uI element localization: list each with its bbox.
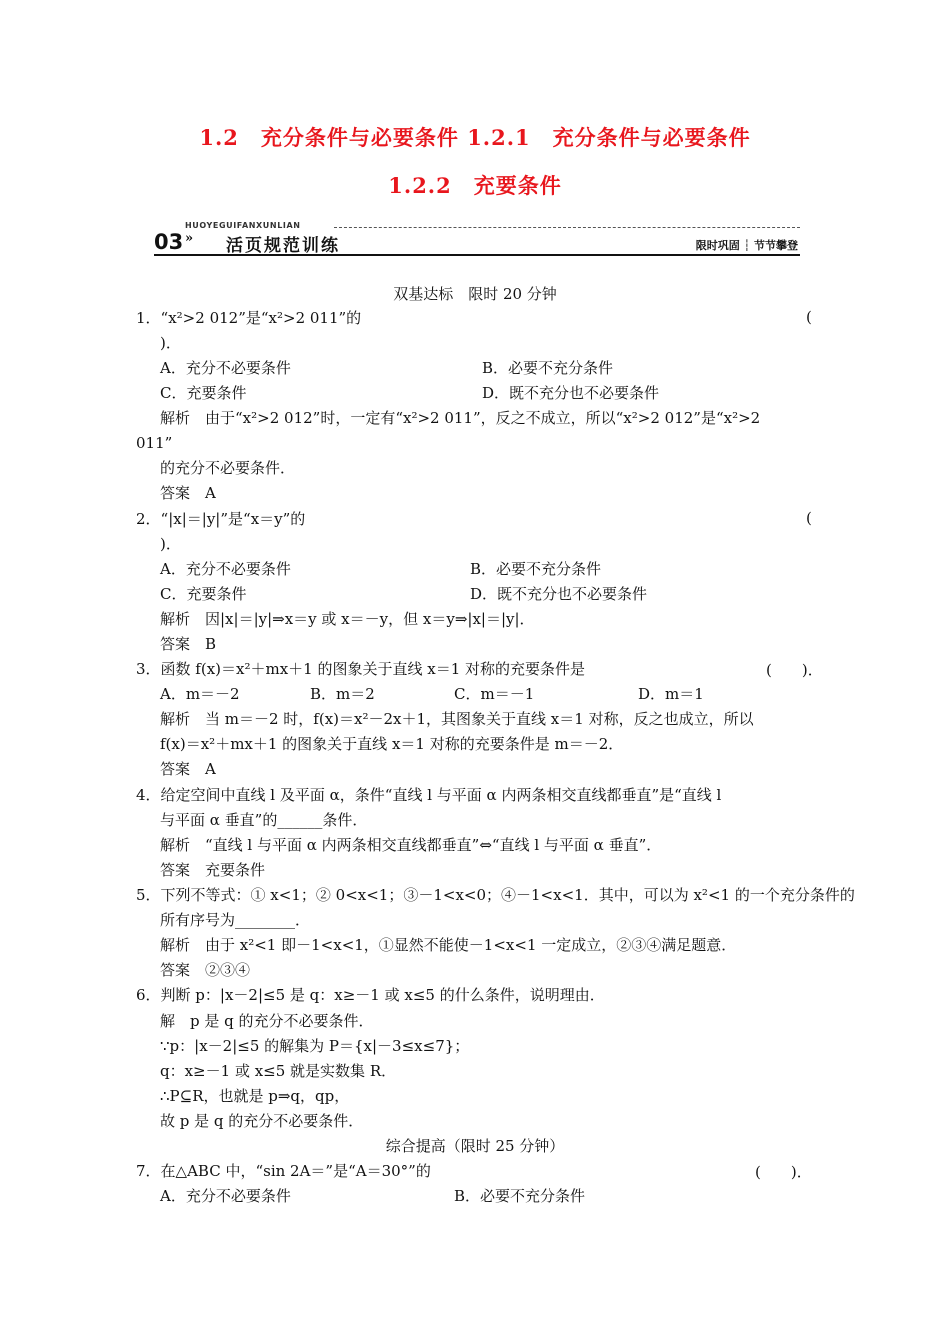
q6-solution-1: 解 p 是 q 的充分不必要条件．	[160, 1012, 374, 1030]
q6-solution-2: ∵p：|x－2|≤5 的解集为 P＝{x|－3≤x≤7}；	[160, 1037, 470, 1055]
q1-analysis-end: 的充分不必要条件．	[160, 459, 296, 477]
q2-paren-close: )．	[160, 535, 181, 553]
q3-paren: ( )．	[766, 661, 823, 679]
title-line-2: 1.2.2 充要条件	[388, 173, 562, 198]
banner-number: 03	[154, 230, 184, 254]
q1-option-a: A．充分不必要条件	[160, 359, 291, 377]
q7-option-a: A．充分不必要条件	[160, 1187, 291, 1205]
banner-pinyin: HUOYEGUIFANXUNLIAN	[185, 221, 301, 230]
q5-answer: 答案 ②③④	[160, 961, 251, 979]
q2-stem: 2．“|x|＝|y|”是“x＝y”的	[136, 510, 306, 528]
q6-solution-5: 故 p 是 q 的充分不必要条件．	[160, 1112, 364, 1130]
section-banner	[154, 221, 800, 261]
q3-analysis: 解析 当 m＝－2 时，f(x)＝x²－2x＋1，其图象关于直线 x＝1 对称，反之也成立，所以	[160, 710, 754, 728]
banner-rule	[154, 254, 800, 256]
banner-dashed-rule	[334, 227, 800, 228]
banner-title: 活页规范训练	[226, 236, 340, 256]
q4-analysis: 解析 “直线 l 与平面 α 内两条相交直线都垂直”⇔“直线 l 与平面 α 垂直”．	[160, 836, 662, 854]
q4-stem-cont: 与平面 α 垂直”的______条件．	[160, 811, 368, 829]
q1-answer: 答案 A	[160, 484, 216, 502]
section-heading-basic: 双基达标 限时 20 分钟	[393, 285, 557, 303]
banner-tags: 限时巩固 ┆ 节节攀登	[695, 239, 798, 252]
q1-analysis-cont: 011”	[136, 434, 173, 452]
q2-option-b: B．必要不充分条件	[470, 560, 602, 578]
q1-stem: 1．“x²>2 012”是“x²>2 011”的	[136, 309, 362, 327]
q7-stem: 7．在△ABC 中，“sin 2A＝”是“A＝30°”的	[136, 1162, 431, 1180]
q3-option-a: A．m＝－2	[160, 685, 240, 703]
q1-analysis: 解析 由于“x²>2 012”时，一定有“x²>2 011”，反之不成立，所以“x²>2 012”是“x²>2	[160, 409, 761, 427]
q6-solution-3: q：x≥－1 或 x≤5 就是实数集 R．	[160, 1062, 397, 1080]
q1-paren-close: )．	[160, 334, 181, 352]
q2-paren-open: (	[806, 509, 812, 527]
section-heading-comprehensive: 综合提高（限时 25 分钟）	[385, 1137, 565, 1155]
q3-stem: 3．函数 f(x)＝x²＋mx＋1 的图象关于直线 x＝1 对称的充要条件是	[136, 660, 586, 678]
q1-option-c: C．充要条件	[160, 384, 247, 402]
q5-stem-cont: 所有序号为________．	[160, 911, 311, 929]
q7-option-b: B．必要不充分条件	[454, 1187, 586, 1205]
q2-option-a: A．充分不必要条件	[160, 560, 291, 578]
q2-option-c: C．充要条件	[160, 585, 247, 603]
q1-option-d: D．既不充分也不必要条件	[482, 384, 660, 402]
q3-option-c: C．m＝－1	[454, 685, 535, 703]
q4-answer: 答案 充要条件	[160, 861, 266, 879]
q1-option-b: B．必要不充分条件	[482, 359, 614, 377]
q2-answer: 答案 B	[160, 635, 217, 653]
banner-arrows-icon: »	[185, 231, 194, 246]
q1-paren-open: (	[806, 308, 812, 326]
q3-option-b: B．m＝2	[310, 685, 375, 703]
q5-stem: 5．下列不等式：① x<1；② 0<x<1；③－1<x<0；④－1<x<1．其中，可以为 x²<1 的一个充分条件的	[136, 886, 855, 904]
q5-analysis: 解析 由于 x²<1 即－1<x<1，①显然不能使－1<x<1 一定成立，②③④满足题意．	[160, 936, 737, 954]
q3-answer: 答案 A	[160, 760, 216, 778]
q2-analysis: 解析 因|x|＝|y|⇒x＝y 或 x＝－y，但 x＝y⇒|x|＝|y|．	[160, 610, 535, 628]
q2-option-d: D．既不充分也不必要条件	[470, 585, 648, 603]
q3-option-d: D．m＝1	[638, 685, 704, 703]
q7-paren: ( )．	[755, 1163, 812, 1181]
q3-analysis-cont: f(x)＝x²＋mx＋1 的图象关于直线 x＝1 对称的充要条件是 m＝－2．	[160, 735, 624, 753]
q4-stem: 4．给定空间中直线 l 及平面 α，条件“直线 l 与平面 α 内两条相交直线都垂直”是“直线 l	[136, 786, 722, 804]
title-line-1: 1.2 充分条件与必要条件 1.2.1 充分条件与必要条件	[199, 125, 751, 150]
q6-stem: 6．判断 p：|x－2|≤5 是 q：x≥－1 或 x≤5 的什么条件，说明理由．	[136, 986, 605, 1004]
q6-solution-4: ∴P⊆R，也就是 p⇒q，qp，	[160, 1087, 350, 1105]
